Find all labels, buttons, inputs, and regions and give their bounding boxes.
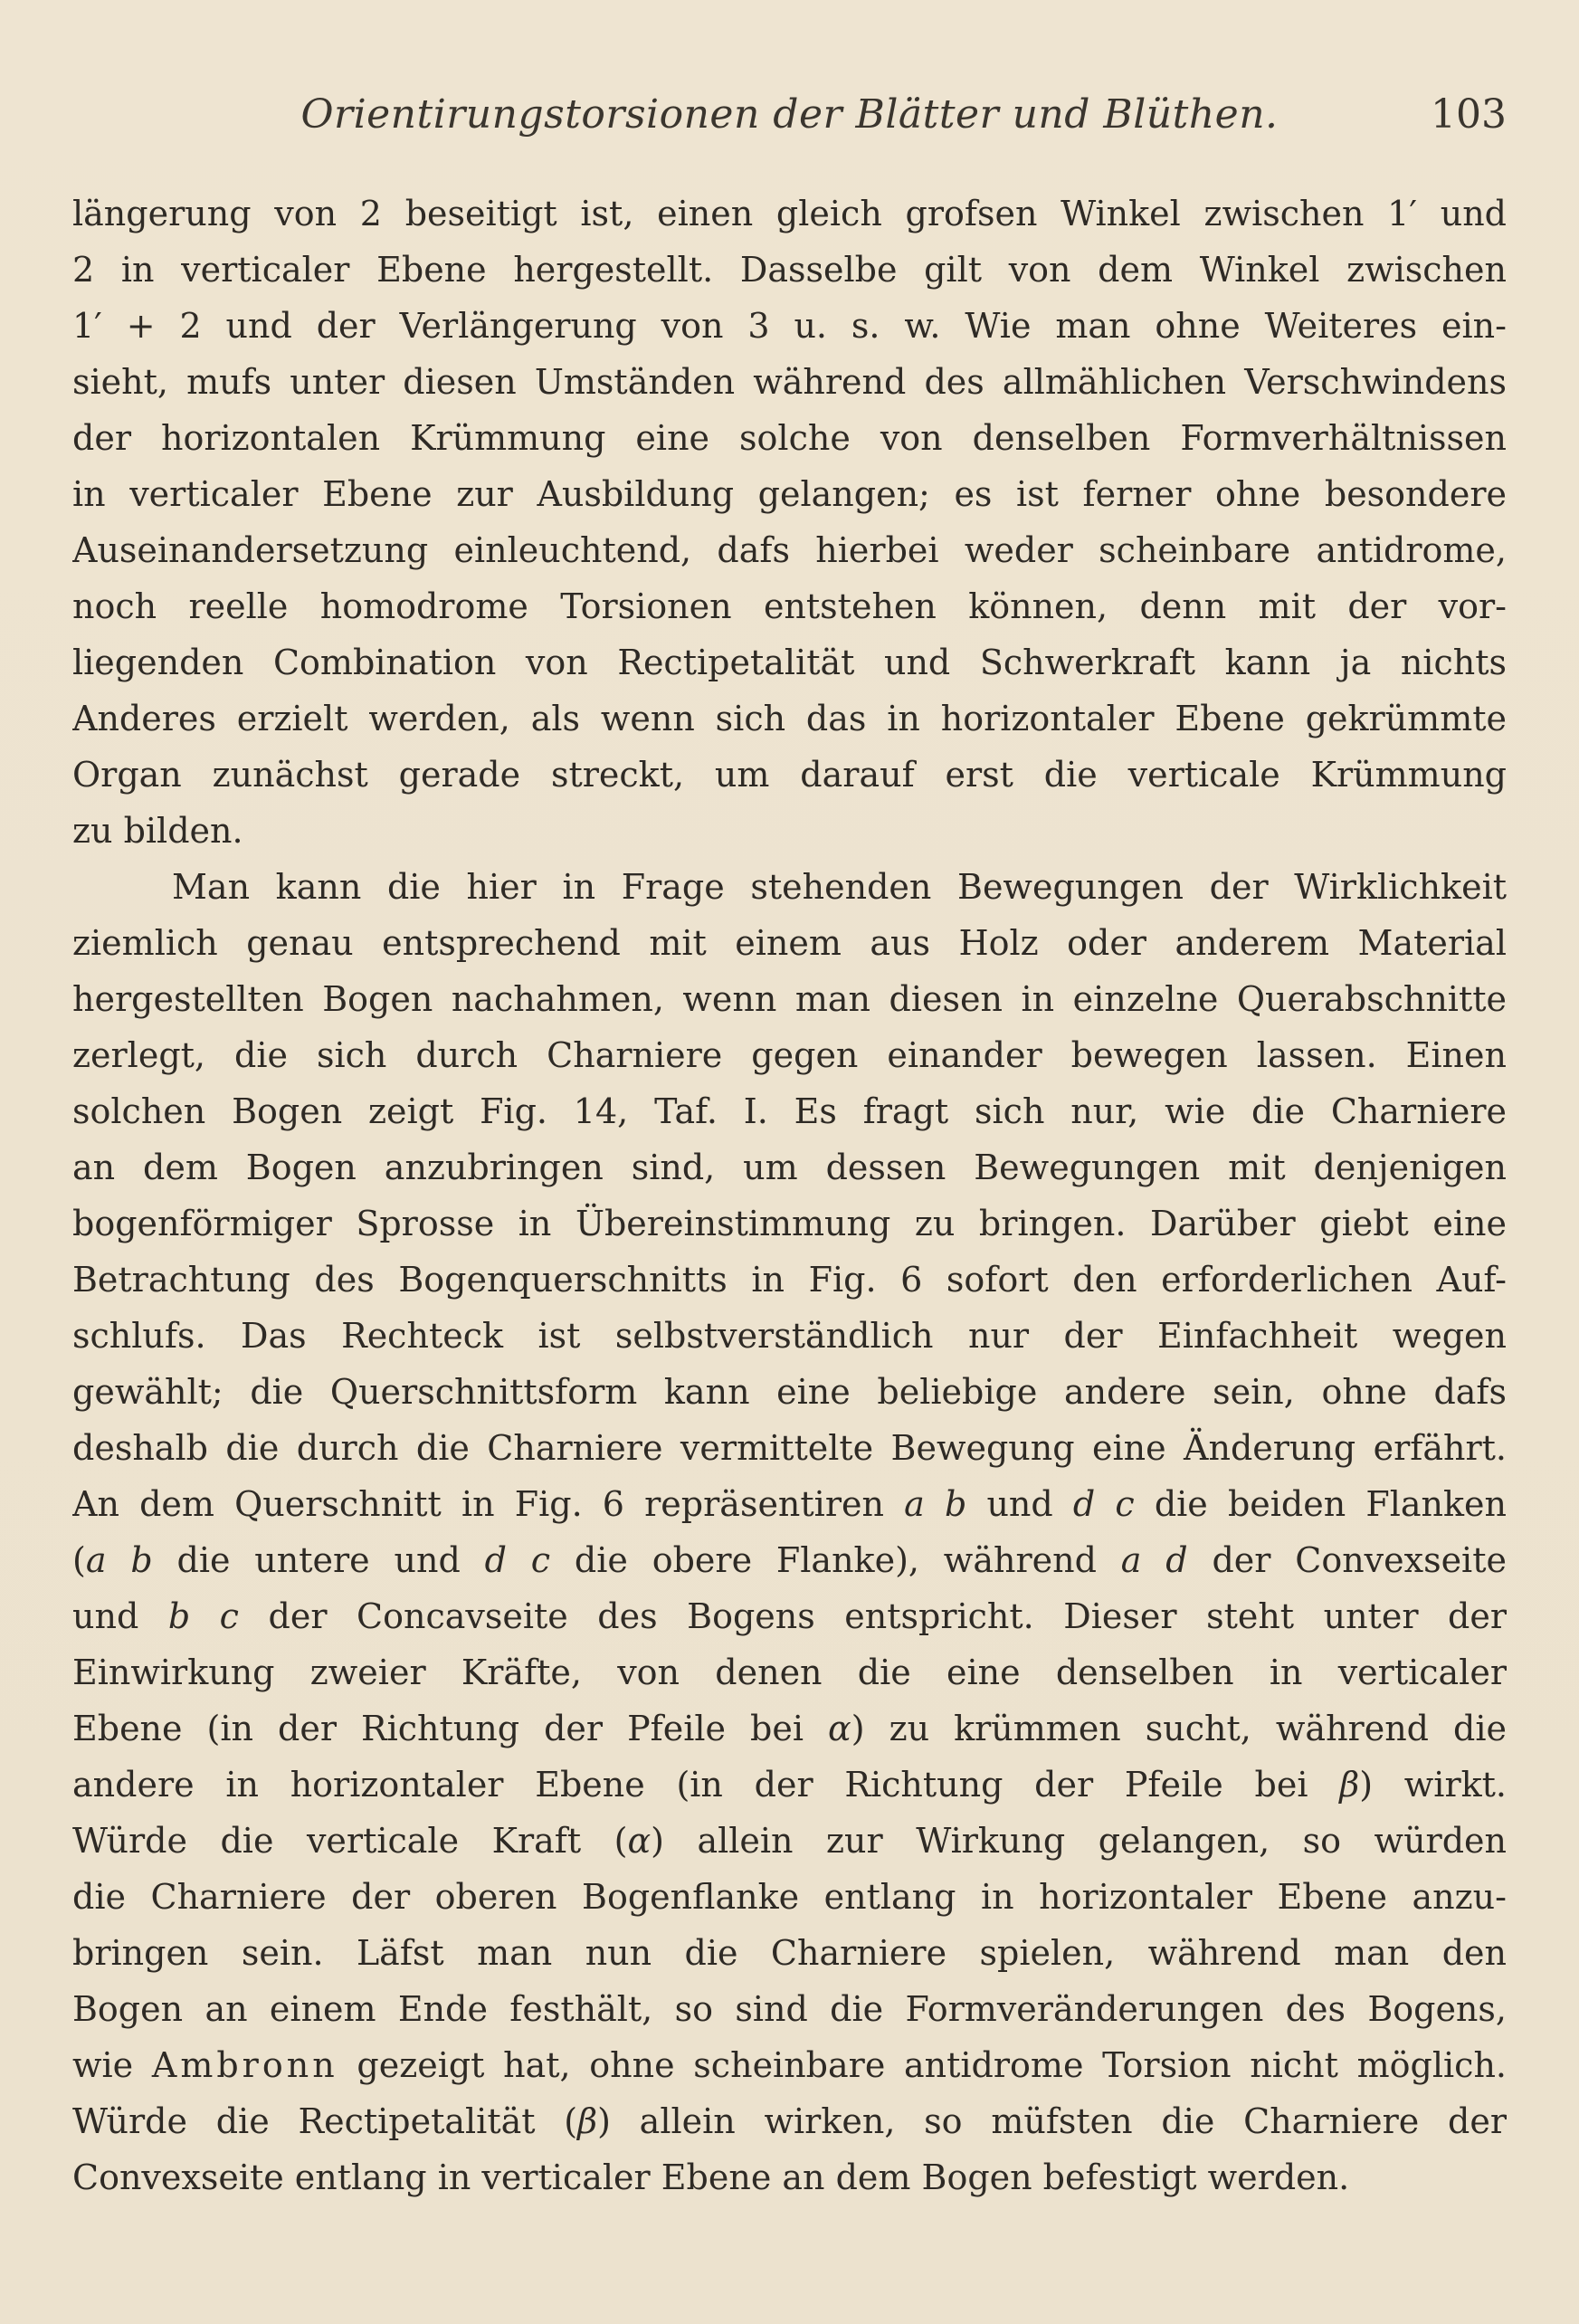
text-fragment: gezeigt hat, ohne scheinbare antidrome Torsion nicht möglich. (357, 2045, 1507, 2085)
text-line: Auseinandersetzung einleuchtend, dafs hierbei weder scheinbare antidrome, (72, 530, 1507, 570)
text-line: noch reelle homodrome Torsionen entstehen können, denn mit der vor- (72, 586, 1507, 626)
text-fragment: und (986, 1484, 1053, 1524)
variable-label: b c (167, 1596, 239, 1636)
text-fragment: andere in horizontaler Ebene (in der Richtung der Pfeile bei (72, 1765, 1308, 1805)
author-name: Ambronn (151, 2045, 338, 2085)
greek-label: β (577, 2101, 598, 2141)
greek-label: α (627, 1821, 652, 1861)
text-line (72, 1813, 1507, 1869)
text-line: Einwirkung zweier Kräfte, von denen die eine denselben in verticaler (72, 1653, 1507, 1692)
running-head (72, 83, 1507, 147)
page-number: 103 (1431, 91, 1507, 138)
text-fragment: ) allein wirken, so müfsten die Charniere der (597, 2101, 1507, 2141)
text-fragment: die untere und (176, 1540, 461, 1580)
variable-label: a b (904, 1484, 967, 1524)
text-fragment: An dem Querschnitt in Fig. 6 repräsentiren (72, 1484, 884, 1524)
text-line (72, 1700, 1507, 1757)
text-line: hergestellten Bogen nachahmen, wenn man diesen in einzelne Querabschnitte (72, 979, 1507, 1019)
text-line (72, 1476, 1507, 1532)
text-line: zu bilden. (72, 811, 243, 851)
text-fragment: Würde die verticale Kraft ( (72, 1821, 628, 1861)
greek-label: β (1339, 1765, 1360, 1805)
text-line: der horizontalen Krümmung eine solche von denselben Formverhältnissen (72, 418, 1507, 458)
text-fragment: und (72, 1596, 139, 1636)
text-fragment: ) wirkt. (1359, 1765, 1507, 1805)
text-line: in verticaler Ebene zur Ausbildung gelangen; es ist ferner ohne besondere (72, 474, 1507, 514)
text-line: solchen Bogen zeigt Fig. 14, Taf. I. Es fragt sich nur, wie die Charniere (72, 1091, 1507, 1131)
text-fragment: Ebene (in der Richtung der Pfeile bei (72, 1709, 804, 1748)
text-line (72, 1757, 1507, 1813)
body-text (72, 186, 1507, 2205)
variable-label: a d (1120, 1540, 1188, 1580)
text-fragment: die beiden Flanken (1154, 1484, 1507, 1524)
variable-label: d c (1072, 1484, 1135, 1524)
text-line: Man kann die hier in Frage stehenden Bewegungen der Wirklichkeit (172, 867, 1507, 907)
text-line: zerlegt, die sich durch Charniere gegen einander bewegen lassen. Einen (72, 1035, 1507, 1075)
text-line: schlufs. Das Rechteck ist selbstverständlich nur der Einfachheit wegen (72, 1316, 1507, 1356)
text-fragment: wie (72, 2045, 134, 2085)
text-line: deshalb die durch die Charniere vermittelte Bewegung eine Änderung erfährt. (72, 1428, 1507, 1468)
text-fragment: ) allein zur Wirkung gelangen, so würden (651, 1821, 1507, 1861)
text-line: längerung von 2 beseitigt ist, einen gleich grofsen Winkel zwischen 1′ und (72, 194, 1507, 233)
text-line: Betrachtung des Bogenquerschnitts in Fig. 6 sofort den erforderlichen Auf- (72, 1260, 1507, 1300)
text-line: Anderes erzielt werden, als wenn sich das in horizontaler Ebene gekrümmte (72, 699, 1507, 738)
text-line: an dem Bogen anzubringen sind, um dessen Bewegungen mit denjenigen (72, 1148, 1507, 1187)
text-line (72, 2037, 1507, 2093)
text-line: 1′ + 2 und der Verlängerung von 3 u. s. w. Wie man ohne Weiteres ein- (72, 306, 1507, 346)
text-line: sieht, mufs unter diesen Umständen während des allmählichen Verschwindens (72, 362, 1507, 402)
text-line (72, 2093, 1507, 2149)
text-line: 2 in verticaler Ebene hergestellt. Dasselbe gilt von dem Winkel zwischen (72, 250, 1507, 290)
variable-label: a b (85, 1540, 153, 1580)
text-line (72, 1588, 1507, 1644)
text-line (72, 1532, 1507, 1588)
variable-label: d c (484, 1540, 551, 1580)
text-fragment: der Concavseite des Bogens entspricht. Dieser steht unter der (268, 1596, 1507, 1636)
text-line: bogenförmiger Sprosse in Übereinstimmung zu bringen. Darüber giebt eine (72, 1204, 1507, 1243)
text-fragment: ) zu krümmen sucht, während die (851, 1709, 1507, 1748)
text-line: ziemlich genau entsprechend mit einem aus Holz oder anderem Material (72, 923, 1507, 963)
text-line: liegenden Combination von Rectipetalität und Schwerkraft kann ja nichts (72, 643, 1507, 682)
text-fragment: die obere Flanke), während (574, 1540, 1097, 1580)
text-fragment: ( (72, 1540, 86, 1580)
text-fragment: Würde die Rectipetalität ( (72, 2101, 578, 2141)
running-title: Orientirungstorsionen der Blätter und Blüthen. (300, 91, 1279, 138)
text-line: bringen sein. Läfst man nun die Charniere spielen, während man den (72, 1933, 1507, 1973)
text-line: die Charniere der oberen Bogenflanke entlang in horizontaler Ebene anzu- (72, 1877, 1507, 1917)
text-line: Bogen an einem Ende festhält, so sind die Formveränderungen des Bogens, (72, 1989, 1507, 2029)
text-line: Convexseite entlang in verticaler Ebene an dem Bogen befestigt werden. (72, 2157, 1350, 2197)
text-fragment: der Convexseite (1212, 1540, 1507, 1580)
text-line: Organ zunächst gerade streckt, um darauf erst die verticale Krümmung (72, 755, 1507, 795)
greek-label: α (828, 1709, 851, 1748)
text-line: gewählt; die Querschnittsform kann eine beliebige andere sein, ohne dafs (72, 1372, 1507, 1412)
